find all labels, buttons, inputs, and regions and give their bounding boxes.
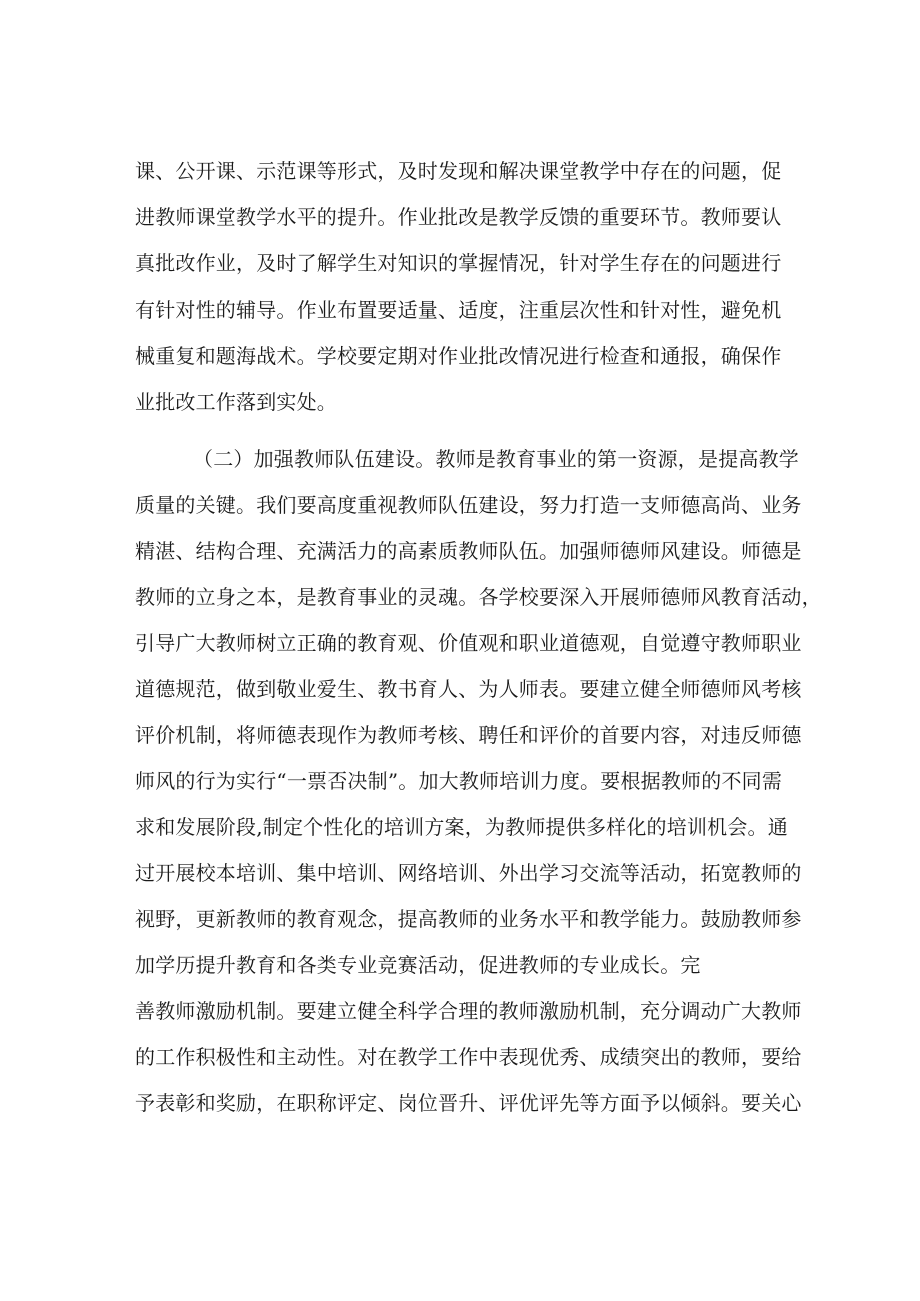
text-line: 评价机制，将师德表现作为教师考核、聘任和评价的首要内容，对违反师德 <box>135 723 802 747</box>
text-line: 真批改作业，及时了解学生对知识的掌握情况，针对学生存在的问题进行 <box>135 251 782 275</box>
text-line: 善教师激励机制。要建立健全科学合理的教师激励机制，充分调动广大教师 <box>135 999 802 1023</box>
text-line: 有针对性的辅导。作业布置要适量、适度，注重层次性和针对性，避免机 <box>135 298 782 322</box>
text-line: 械重复和题海战术。学校要定期对作业批改情况进行检查和通报，确保作 <box>135 344 782 368</box>
text-line: 道德规范，做到敬业爱生、教书育人、为人师表。要建立健全师德师风考核 <box>135 677 802 701</box>
text-line: 教师的立身之本，是教育事业的灵魂。各学校要深入开展师德师风教育活动， <box>135 585 822 609</box>
text-line: 师风的行为实行“一票否决制”。加大教师培训力度。要根据教师的不同需 <box>135 769 783 793</box>
text-line: 视野，更新教师的教育观念，提高教师的业务水平和教学能力。鼓励教师参 <box>135 907 802 931</box>
text-line: 精湛、结构合理、充满活力的高素质教师队伍。加强师德师风建设。师德是 <box>135 539 802 563</box>
text-line: 质量的关键。我们要高度重视教师队伍建设，努力打造一支师德高尚、业务 <box>135 493 802 517</box>
text-line: 予表彰和奖励，在职称评定、岗位晋升、评优评先等方面予以倾斜。要关心 <box>135 1091 802 1115</box>
text-line: 的工作积极性和主动性。对在教学工作中表现优秀、成绩突出的教师，要给 <box>135 1045 802 1069</box>
text-line: 过开展校本培训、集中培训、网络培训、外出学习交流等活动，拓宽教师的 <box>135 861 802 885</box>
text-line: （二）加强教师队伍建设。教师是教育事业的第一资源，是提高教学 <box>193 447 799 471</box>
text-line: 进教师课堂教学水平的提升。作业批改是教学反馈的重要环节。教师要认 <box>135 205 782 229</box>
text-line: 求和发展阶段,制定个性化的培训方案，为教师提供多样化的培训机会。通 <box>135 815 788 839</box>
text-line: 加学历提升教育和各类专业竞赛活动，促进教师的专业成长。完 <box>135 953 701 977</box>
text-line: 业批改工作落到实处。 <box>135 390 337 414</box>
text-line: 课、公开课、示范课等形式，及时发现和解决课堂教学中存在的问题，促 <box>135 159 782 183</box>
text-line: 引导广大教师树立正确的教育观、价值观和职业道德观，自觉遵守教师职业 <box>135 631 802 655</box>
